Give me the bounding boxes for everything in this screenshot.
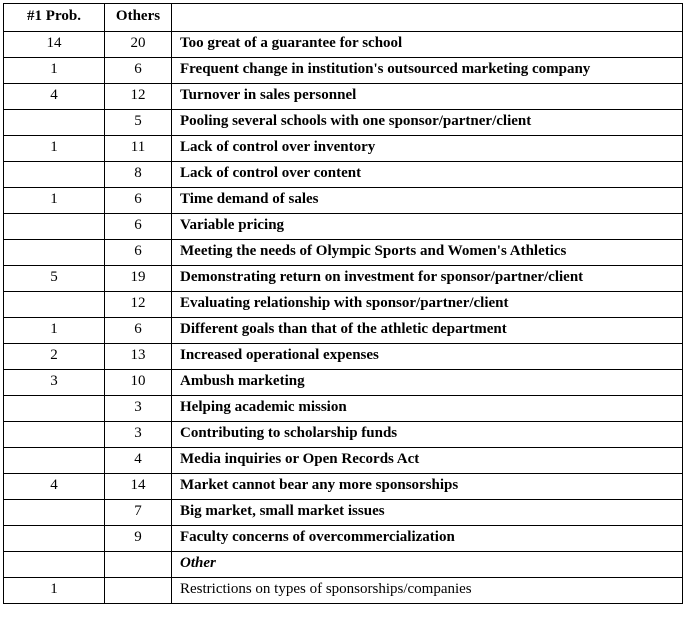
others-count: 6 xyxy=(105,240,172,266)
others-count: 11 xyxy=(105,136,172,162)
others-count: 12 xyxy=(105,84,172,110)
others-count: 13 xyxy=(105,344,172,370)
problem-description: Pooling several schools with one sponsor/partner/client xyxy=(172,110,683,136)
problem-description: Turnover in sales personnel xyxy=(172,84,683,110)
header-description xyxy=(172,4,683,32)
table-row xyxy=(4,396,683,422)
problem-description: Different goals than that of the athletic department xyxy=(172,318,683,344)
table-row xyxy=(4,214,683,240)
problem-description: Ambush marketing xyxy=(172,370,683,396)
table-row xyxy=(4,240,683,266)
others-count: 7 xyxy=(105,500,172,526)
others-count: 10 xyxy=(105,370,172,396)
first-problem-count: 2 xyxy=(4,344,105,370)
table-row xyxy=(4,188,683,214)
others-count: 20 xyxy=(105,32,172,58)
table-row xyxy=(4,422,683,448)
problem-description: Frequent change in institution's outsourced marketing company xyxy=(172,58,683,84)
first-problem-count xyxy=(4,396,105,422)
others-count: 5 xyxy=(105,110,172,136)
first-problem-count xyxy=(4,500,105,526)
first-problem-count: 1 xyxy=(4,58,105,84)
first-problem-count xyxy=(4,552,105,578)
table-header-row xyxy=(4,4,683,32)
table-row xyxy=(4,292,683,318)
first-problem-count xyxy=(4,110,105,136)
problems-table xyxy=(3,3,683,604)
others-count: 6 xyxy=(105,58,172,84)
first-problem-count: 4 xyxy=(4,474,105,500)
table-row xyxy=(4,370,683,396)
table-row xyxy=(4,344,683,370)
problem-description: Lack of control over content xyxy=(172,162,683,188)
others-count: 6 xyxy=(105,188,172,214)
problem-description: Lack of control over inventory xyxy=(172,136,683,162)
problem-description: Time demand of sales xyxy=(172,188,683,214)
first-problem-count xyxy=(4,448,105,474)
first-problem-count: 1 xyxy=(4,318,105,344)
first-problem-count: 4 xyxy=(4,84,105,110)
problem-description: Contributing to scholarship funds xyxy=(172,422,683,448)
problem-description: Demonstrating return on investment for sponsor/partner/client xyxy=(172,266,683,292)
problem-description: Too great of a guarantee for school xyxy=(172,32,683,58)
first-problem-count: 14 xyxy=(4,32,105,58)
first-problem-count: 1 xyxy=(4,188,105,214)
table-row xyxy=(4,266,683,292)
first-problem-count xyxy=(4,292,105,318)
table-row xyxy=(4,162,683,188)
problem-description: Variable pricing xyxy=(172,214,683,240)
first-problem-count xyxy=(4,526,105,552)
others-count: 14 xyxy=(105,474,172,500)
table-section-row xyxy=(4,552,683,578)
problem-description: Evaluating relationship with sponsor/partner/client xyxy=(172,292,683,318)
first-problem-count xyxy=(4,214,105,240)
table-row xyxy=(4,136,683,162)
table-row xyxy=(4,500,683,526)
table-row xyxy=(4,526,683,552)
problem-description: Market cannot bear any more sponsorships xyxy=(172,474,683,500)
first-problem-count xyxy=(4,240,105,266)
first-problem-count xyxy=(4,162,105,188)
others-count: 3 xyxy=(105,396,172,422)
first-problem-count xyxy=(4,422,105,448)
problem-description: Meeting the needs of Olympic Sports and Women's Athletics xyxy=(172,240,683,266)
table-row xyxy=(4,32,683,58)
table-row xyxy=(4,110,683,136)
first-problem-count: 1 xyxy=(4,136,105,162)
header-first-problem: #1 Prob. xyxy=(4,4,105,32)
table-row xyxy=(4,474,683,500)
others-count xyxy=(105,552,172,578)
first-problem-count: 5 xyxy=(4,266,105,292)
table-row xyxy=(4,448,683,474)
section-label-other: Other xyxy=(172,552,683,578)
table-row xyxy=(4,578,683,604)
others-count xyxy=(105,578,172,604)
table-row xyxy=(4,318,683,344)
problem-description: Media inquiries or Open Records Act xyxy=(172,448,683,474)
others-count: 8 xyxy=(105,162,172,188)
others-count: 6 xyxy=(105,318,172,344)
others-count: 9 xyxy=(105,526,172,552)
problem-description: Faculty concerns of overcommercialization xyxy=(172,526,683,552)
problem-description: Helping academic mission xyxy=(172,396,683,422)
others-count: 4 xyxy=(105,448,172,474)
first-problem-count: 3 xyxy=(4,370,105,396)
problem-description: Restrictions on types of sponsorships/companies xyxy=(172,578,683,604)
others-count: 3 xyxy=(105,422,172,448)
others-count: 12 xyxy=(105,292,172,318)
table-row xyxy=(4,84,683,110)
problem-description: Big market, small market issues xyxy=(172,500,683,526)
header-others: Others xyxy=(105,4,172,32)
table-row xyxy=(4,58,683,84)
first-problem-count: 1 xyxy=(4,578,105,604)
others-count: 19 xyxy=(105,266,172,292)
others-count: 6 xyxy=(105,214,172,240)
problem-description: Increased operational expenses xyxy=(172,344,683,370)
